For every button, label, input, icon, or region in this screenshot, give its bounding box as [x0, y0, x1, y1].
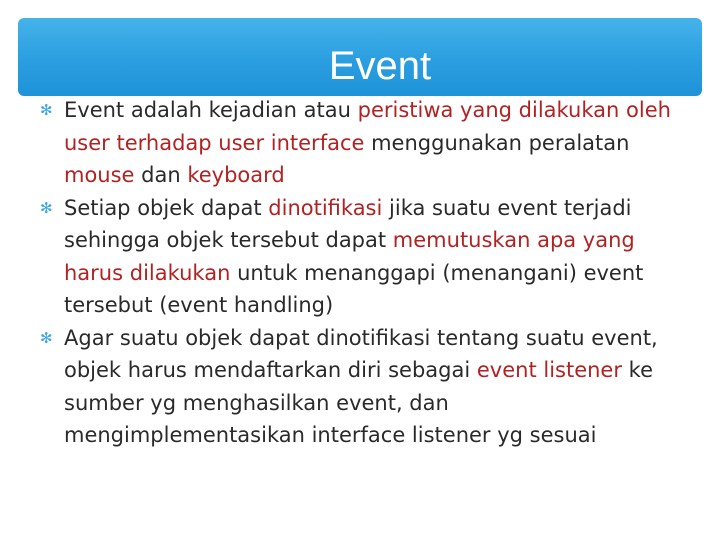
bullet-item: [40, 322, 680, 452]
bullet-item: [40, 192, 680, 322]
bullet-list: [40, 94, 680, 452]
emphasis-text: mouse: [64, 163, 135, 187]
bullet-text: Setiap objek dapat: [64, 195, 269, 220]
emphasis-text: dinotifikasi: [268, 195, 383, 220]
asterisk-bullet-icon: ✻: [40, 328, 53, 347]
bullet-text: jika suatu event terjadi sehingga objek tersebut dapat: [64, 195, 632, 252]
emphasis-text: event listener: [476, 358, 622, 382]
emphasis-text: keyboard: [187, 163, 285, 187]
emphasis-text: memutuskan apa yang harus dilakukan: [64, 228, 635, 285]
bullet-text: untuk menanggapi (menangani) event tersebut (event handling): [64, 260, 644, 317]
bullet-item: [40, 94, 680, 192]
bullet-text: menggunakan peralatan: [364, 130, 630, 155]
emphasis-text: peristiwa yang dilakukan oleh user terhadap user interface: [64, 98, 671, 155]
slide-title: Event: [328, 44, 432, 88]
bullet-text: dan: [134, 163, 188, 187]
asterisk-bullet-icon: ✻: [40, 198, 53, 217]
bullet-text: Agar suatu objek dapat dinotifikasi tentang suatu event, objek harus mendaftarkan diri sebagai: [64, 325, 658, 382]
asterisk-bullet-icon: ✻: [40, 101, 53, 119]
bullet-text: ke sumber yg menghasilkan event, dan mengimplementasikan interface listener yg sesuai: [64, 358, 654, 447]
bullet-text: Event adalah kejadian atau: [64, 98, 358, 122]
